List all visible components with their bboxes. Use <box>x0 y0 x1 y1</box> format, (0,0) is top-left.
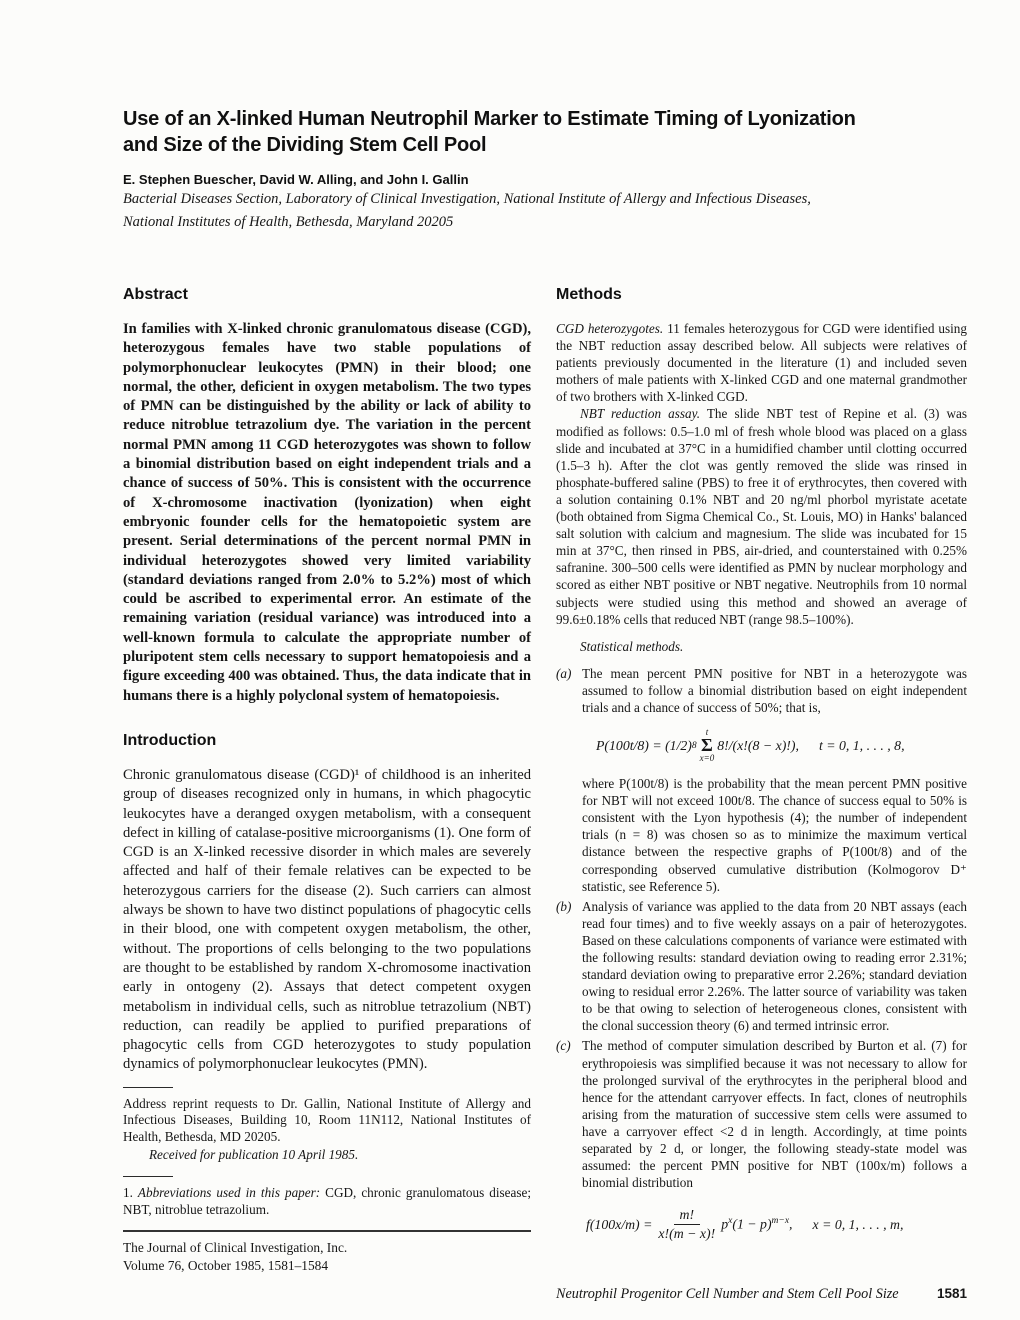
affiliation-line-2: National Institutes of Health, Bethesda, Maryland 20205 <box>123 214 454 230</box>
journal-name: The Journal of Clinical Investigation, Inc. <box>123 1240 348 1256</box>
formula-exponent: x <box>728 1216 733 1227</box>
item-b-text: Analysis of variance was applied to the data from 20 NBT assays (each read four times) and to five weekly assays on a pair of heterozygotes. Based on these calculations components of variance were estimated with the following results: standard deviation owing to reading error 2.31%; standard deviation owing to preparative error 2.26%; standard deviation owing to residual error 2.26%. The latter source of variability was taken to be that owing to selection of heterogeneous clones, consistent with the clonal succession theory (6) and termed intrinsic error. <box>582 898 967 1034</box>
item-c-label: (c) <box>556 1038 571 1054</box>
formula-condition: x = 0, 1, . . . , m, <box>812 1216 904 1232</box>
method-item-c <box>556 1037 967 1254</box>
reprint-request-footnote: Address reprint requests to Dr. Gallin, National Institute of Allergy and Infectious Diseases, Building 10, Room 11N112, National Institutes of Health, Bethesda, MD 20205. <box>123 1095 531 1145</box>
journal-volume-info: Volume 76, October 1985, 1581–1584 <box>123 1257 329 1273</box>
item-c-body <box>582 1037 967 1254</box>
formula-exponent: m−x <box>771 1216 790 1227</box>
journal-info-divider <box>123 1230 531 1232</box>
formula-term: (1 − p) <box>732 1216 772 1232</box>
paragraph-lead-in: CGD heterozygotes. <box>556 321 664 336</box>
footnote-divider-1 <box>123 1087 173 1088</box>
formula-term: p <box>721 1216 729 1232</box>
item-a-body <box>582 665 967 895</box>
right-column <box>556 286 967 1254</box>
formula-lhs: f(100x/m) = <box>586 1216 653 1232</box>
introduction-body: Chronic granulomatous disease (CGD)¹ of childhood is an inherited group of diseases recognized only in humans, in which phagocytic leukocytes have a deranged oxygen metabolism, with a consequent defect in killing of catalase-positive microorganisms (1). One form of CGD is an X-linked recessive disorder in which males are severely affected and half of their female relatives can be expected to be heterozygous carriers for the disease (2). Such carriers can almost always be shown to have two distinct populations of phagocytic cells in their blood, one with competent oxygen metabolism, the other, without. The proportions of cells belonging to the two populations are thought to be established by random X-chromosome inactivation early in ontogeny (2). Assays that detect competent oxygen metabolism in individual cells, such as nitroblue tetrazolium (NBT) reduction, can readily be applied to purified preparations of phagocytic cells from CGD heterozygotes to study population dynamics of polymorphonuclear leukocytes (PMN). <box>123 766 531 1073</box>
formula-body: 8!/(x!(8 − x)!), <box>717 737 799 753</box>
paragraph-lead-in: NBT reduction assay. <box>580 406 701 422</box>
methods-paragraph-nbt-assay <box>556 405 967 627</box>
item-a-text-continued: where P(100t/8) is the probability that the mean percent PMN positive for NBT will not exceed 100t/8. The chance of success equal to 50% is consistent with the Lyon hypothesis (4); the number of independent trials (n = 8) was chosen so as to minimize the maximum vertical distance between the respective graphs of P(100t/8) and of the corresponding observed cumulative distribution (Kolmogorov D⁺ statistic, see Reference 5). <box>582 776 967 894</box>
formula-condition: t = 0, 1, . . . , 8, <box>818 737 905 753</box>
abbreviation-footnote-text: CGD, chronic granulomatous disease; NBT, nitroblue tetrazolium. <box>123 1184 532 1217</box>
received-date-note: Received for publication 10 April 1985. <box>149 1147 359 1163</box>
article-header <box>123 106 968 233</box>
formula-fraction <box>658 1207 715 1242</box>
sigma-icon: Σ <box>701 735 713 756</box>
authors-line: E. Stephen Buescher, David W. Alling, and John I. Gallin <box>123 172 469 187</box>
paragraph-text: The slide NBT test of Repine et al. (3) was modified as follows: 0.5–1.0 ml of fresh whole blood was placed on a glass slide and incubated at 37°C in a humidified chamber until clotting occurred (1.5–3 h). After the clot was gently removed the slide was rinsed in phosphate-buffered saline (PBS) to free it of erythrocytes, then covered with a solution containing 0.1% NBT and 20 ng/ml phorbol myristate acetate (both obtained from Sigma Chemical Co., St. Louis, MO) in Hanks' balanced salt solution with calcium and magnesium. The slide was incubated for 15 min at 37°C, then rinsed in PBS, air-dried, and counterstained with 0.25% safranine. 300–500 cells were identified as PMN by nuclear morphology and scored as either NBT positive or NBT negative. Neutrophils from 10 normal subjects were studied using this method and showed an average of 99.6±0.18% cells that reduced NBT (range 98.5–100%). <box>556 406 967 627</box>
item-a-label: (a) <box>556 665 572 681</box>
item-c-text: The method of computer simulation described by Burton et al. (7) for erythropoiesis was simplified because it was not necessary to allow for the prolonged survival of the erythrocytes in the peripheral blood and hence for the attendant carryover effects. In fact, clones of neutrophils arising from the maturation of successive stem cells were assumed to have a carryover effect <2 d in length. Accordingly, at time points separated by 2 d, or longer, the following steady-state model was assumed: the percent PMN positive for NBT (100x/m) follows a binomial distribution <box>582 1038 967 1191</box>
page-number: 1581 <box>936 1286 967 1301</box>
abstract-heading: Abstract <box>123 286 188 303</box>
formula-exponent: 8 <box>691 740 697 751</box>
method-item-b <box>556 898 967 1035</box>
item-b-body <box>582 898 967 1035</box>
page-title-line-1: Use of an X-linked Human Neutrophil Marker to Estimate Timing of Lyonization <box>123 108 856 130</box>
summation-lower-limit: x=0 <box>699 753 715 764</box>
page-title-line-2: and Size of the Dividing Stem Cell Pool <box>123 134 487 156</box>
page-footer <box>556 1286 967 1303</box>
fraction-denominator: x!(m − x)! <box>658 1226 716 1242</box>
formula-comma: , <box>789 1216 793 1232</box>
paragraph-text: 11 females heterozygous for CGD were identified using the NBT reduction assay described below. All subjects were relatives of patients previously documented in the literature (1) and included seven mothers of male patients with X-linked CGD and one maternal grandmother of two brothers with X-linked CGD. <box>556 321 967 405</box>
formula-lhs: P(100t/8) = (1/2) <box>596 737 692 753</box>
binomial-pmf-formula <box>586 1207 967 1242</box>
formula-body <box>721 1216 792 1233</box>
statistical-methods-subheading: Statistical methods. <box>580 638 684 654</box>
abbreviation-footnote-number: 1. <box>123 1184 138 1200</box>
fraction-numerator: m! <box>674 1207 701 1225</box>
abstract-body: In families with X-linked chronic granulomatous disease (CGD), heterozygous females have two stable populations of polymorphonuclear leukocytes (PMN) in their blood; one normal, the other, deficient in oxygen metabolism. The two types of PMN can be distinguished by the ability or lack of ability to reduce nitroblue tetrazolium dye. The variation in the percent normal PMN among 11 CGD heterozygotes was shown to follow a binomial distribution based on eight independent trials and a chance of success of 50%. This is consistent with the occurrence of X-chromosome inactivation (lyonization) when eight embryonic founder cells for the hematopoietic system are present. Serial determinations of the percent normal PMN in individual heterozygotes showed very limited variability (standard deviations ranged from 2.0% to 5.2%) most of which could be ascribed to experimental error. An estimate of the remaining variation (residual variance) was introduced into a well-known formula to calculate the appropriate number of pluripotent stem cells necessary to support hematopoiesis and a figure exceeding 400 was obtained. Thus, the data indicate that in humans there is a highly polyclonal system of hematopoiesis. <box>123 321 531 704</box>
methods-paragraph-heterozygotes <box>556 320 967 405</box>
running-title: Neutrophil Progenitor Cell Number and Stem Cell Pool Size <box>556 1286 899 1302</box>
footnote-divider-2 <box>123 1176 173 1177</box>
introduction-heading: Introduction <box>123 731 217 749</box>
abbreviation-footnote-lead: Abbreviations used in this paper: <box>137 1184 321 1200</box>
binomial-cdf-formula <box>596 728 967 763</box>
abbreviations-footnote <box>123 1185 531 1219</box>
left-column <box>123 286 531 1274</box>
methods-heading: Methods <box>556 286 622 303</box>
affiliation-line-1: Bacterial Diseases Section, Laboratory of Clinical Investigation, National Institute of Allergy and Infectious Diseases, <box>123 191 811 207</box>
summation-symbol <box>700 728 715 763</box>
method-item-a <box>556 665 967 895</box>
summation-upper-limit: t <box>705 727 709 738</box>
item-b-label: (b) <box>556 898 572 914</box>
item-a-text: The mean percent PMN positive for NBT in a heterozygote was assumed to follow a binomial distribution based on eight independent trials and a chance of success of 50%; that is, <box>582 665 967 715</box>
